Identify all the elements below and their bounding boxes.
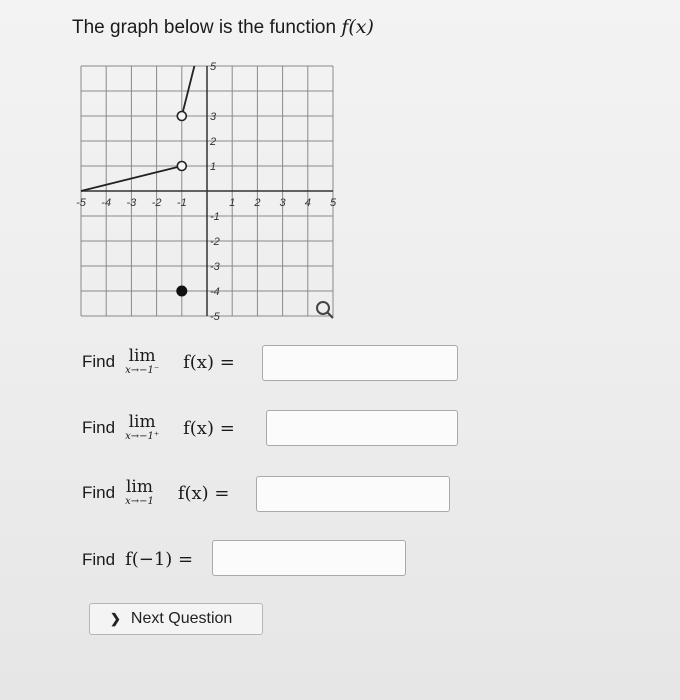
limit-notation <box>125 478 154 508</box>
lim-word: lim <box>128 412 156 432</box>
open-point <box>177 162 186 171</box>
y-tick-label: -5 <box>210 311 220 323</box>
x-tick-label: -1 <box>176 197 187 209</box>
x-tick-label: -5 <box>76 197 86 209</box>
next-question-label: Next Question <box>130 610 233 627</box>
x-tick-label: 1 <box>229 197 236 209</box>
question-function-value <box>82 549 201 570</box>
limit-notation <box>125 347 159 377</box>
y-tick-label: -2 <box>210 236 220 248</box>
find-label: Find <box>82 483 116 502</box>
y-tick-label: 5 <box>210 61 217 73</box>
find-label: Find <box>82 418 116 437</box>
lim-word: lim <box>128 346 156 366</box>
x-tick-label: -3 <box>126 197 137 209</box>
question-two-sided-limit <box>82 478 238 508</box>
function-value-expression: f(−1) = <box>125 549 194 570</box>
question-right-limit <box>82 413 243 443</box>
question-heading <box>72 16 374 39</box>
open-point <box>177 112 186 121</box>
x-tick-label: -4 <box>101 197 112 209</box>
lim-subscript: x→−1⁻ <box>125 365 160 376</box>
graph-axes <box>81 66 333 316</box>
x-tick-label: 2 <box>254 197 261 209</box>
left-limit-answer-input[interactable] <box>262 345 458 381</box>
find-label: Find <box>82 549 116 569</box>
y-tick-label: -4 <box>210 286 220 298</box>
function-expression: f(x) = <box>177 482 230 504</box>
lim-subscript: x→−1 <box>125 496 154 507</box>
next-question-button[interactable] <box>89 603 263 635</box>
limit-notation <box>125 413 159 443</box>
right-limit-answer-input[interactable] <box>266 410 458 446</box>
function-graph <box>78 58 340 324</box>
y-tick-label: -3 <box>210 261 220 273</box>
find-label: Find <box>82 352 116 371</box>
y-tick-label: 1 <box>210 161 217 173</box>
question-left-limit <box>82 347 243 377</box>
lim-subscript: x→−1⁺ <box>125 431 160 442</box>
function-value-answer-input[interactable] <box>212 540 406 576</box>
heading-function-label: f(x) <box>341 16 374 38</box>
x-tick-label: 3 <box>279 197 286 209</box>
function-curve <box>81 66 194 191</box>
x-tick-label: -2 <box>151 197 162 209</box>
x-tick-label: 5 <box>329 197 337 209</box>
two-sided-limit-answer-input[interactable] <box>256 476 450 512</box>
x-tick-label: 4 <box>304 197 311 209</box>
y-tick-label: -1 <box>210 211 220 223</box>
lim-word: lim <box>125 477 153 497</box>
function-expression: f(x) = <box>183 417 235 439</box>
closed-point <box>177 286 187 296</box>
y-tick-label: 2 <box>210 136 217 148</box>
heading-text: The graph below is the function <box>72 17 337 38</box>
chevron-right-icon: ❯ <box>110 611 121 626</box>
function-expression: f(x) = <box>183 351 235 373</box>
y-tick-label: 3 <box>210 111 217 123</box>
